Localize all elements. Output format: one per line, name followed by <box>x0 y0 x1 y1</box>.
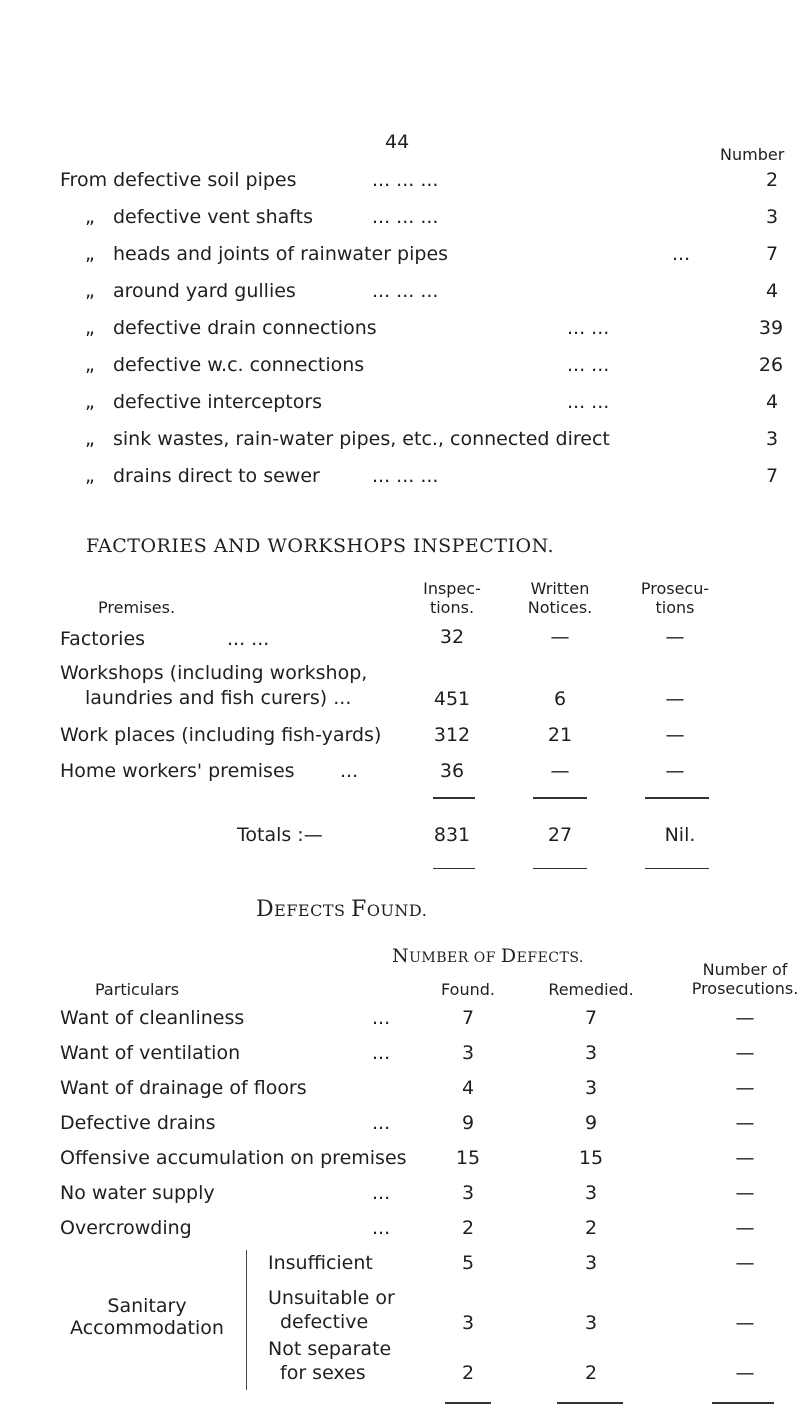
title-part: OUND. <box>366 901 428 920</box>
list-prefix: „ <box>85 280 95 302</box>
cell-notices: 6 <box>553 688 567 710</box>
cell-remedied: 3 <box>584 1042 598 1064</box>
list-label: defective interceptors <box>112 391 323 413</box>
title-part: UMBER OF <box>409 950 501 966</box>
divider <box>557 1402 623 1404</box>
leader-dots: ... ... <box>567 317 610 339</box>
list-label: defective vent shafts <box>112 206 313 228</box>
cell-prosecutions: — <box>665 760 685 782</box>
leader-dots: ... <box>672 243 691 265</box>
table-row-label: Factories <box>60 628 146 650</box>
cell-prosecutions: — <box>735 1077 755 1099</box>
table-row-label: defective <box>280 1311 369 1333</box>
leader-dots: ... <box>372 1112 391 1134</box>
divider <box>445 1402 491 1404</box>
list-value: 3 <box>765 428 779 450</box>
divider <box>645 797 709 799</box>
total-notices: 27 <box>547 824 573 846</box>
list-value: 26 <box>758 354 784 376</box>
header-line: Number of <box>702 960 788 979</box>
cell-found: 4 <box>461 1077 475 1099</box>
cell-prosecutions: — <box>665 626 685 648</box>
list-label: defective w.c. connections <box>112 354 365 376</box>
title-part: D <box>500 945 517 967</box>
list-item <box>60 169 297 191</box>
col-header-notices <box>510 579 610 617</box>
divider <box>712 1402 774 1404</box>
table-row-label: Want of cleanliness <box>60 1007 245 1029</box>
cell-remedied: 3 <box>584 1077 598 1099</box>
col-header-remedied: Remedied. <box>548 980 634 999</box>
divider <box>533 797 587 799</box>
total-inspections: 831 <box>433 824 471 846</box>
list-prefix: „ <box>85 317 95 339</box>
cell-notices: 21 <box>547 724 573 746</box>
cell-inspections: 451 <box>433 688 471 710</box>
table-row-label: for sexes <box>280 1362 366 1384</box>
cell-remedied: 2 <box>584 1362 598 1384</box>
leader-dots: ... <box>340 760 359 782</box>
cell-prosecutions: — <box>735 1112 755 1134</box>
cell-inspections: 36 <box>439 760 465 782</box>
cell-prosecutions: — <box>735 1217 755 1239</box>
cell-remedied: 9 <box>584 1112 598 1134</box>
table-row-label: Insufficient <box>268 1252 373 1274</box>
cell-remedied: 2 <box>584 1217 598 1239</box>
cell-remedied: 3 <box>584 1182 598 1204</box>
cell-inspections: 312 <box>433 724 471 746</box>
list-prefix: „ <box>85 465 95 487</box>
list-prefix: „ <box>85 354 95 376</box>
divider <box>433 797 475 799</box>
list-prefix: „ <box>85 206 95 228</box>
cell-notices: — <box>550 626 570 648</box>
list-label: defective drain connections <box>112 317 377 339</box>
divider <box>645 868 709 869</box>
title-part: D <box>256 897 275 922</box>
list-item <box>85 465 320 487</box>
table-row-label: Unsuitable or <box>268 1287 395 1309</box>
cell-inspections: 32 <box>439 626 465 648</box>
leader-dots: ... <box>372 1217 391 1239</box>
cell-found: 9 <box>461 1112 475 1134</box>
table-row-label: Want of drainage of floors <box>60 1077 307 1099</box>
factories-title: FACTORIES AND WORKSHOPS INSPECTION. <box>86 535 555 557</box>
table-row-label: Home workers' premises <box>60 760 295 782</box>
list-value: 7 <box>765 243 779 265</box>
table-row-label: Offensive accumulation on premises <box>60 1147 407 1169</box>
list-label: defective soil pipes <box>113 169 297 191</box>
cell-found: 3 <box>461 1312 475 1334</box>
table-row-label: Not separate <box>268 1338 392 1360</box>
header-line: Prosecu- <box>640 579 710 598</box>
list-item <box>85 243 448 265</box>
cell-found: 2 <box>461 1217 475 1239</box>
cell-found: 3 <box>461 1042 475 1064</box>
cell-prosecutions: — <box>735 1362 755 1384</box>
cell-remedied: 15 <box>578 1147 604 1169</box>
list-item <box>85 354 364 376</box>
cell-found: 7 <box>461 1007 475 1029</box>
leader-dots: ... <box>372 1182 391 1204</box>
col-header-prosecutions <box>625 579 725 617</box>
list-value: 4 <box>765 280 779 302</box>
table-row-label: No water supply <box>60 1182 215 1204</box>
leader-dots: ... ... <box>567 391 610 413</box>
table-row-label: Overcrowding <box>60 1217 192 1239</box>
list-item <box>85 280 296 302</box>
list-prefix: „ <box>85 243 95 265</box>
leader-dots: ... ... ... <box>372 206 439 228</box>
list-value: 3 <box>765 206 779 228</box>
sanitary-accommodation-label <box>62 1295 232 1339</box>
list-prefix: „ <box>85 428 95 450</box>
cell-prosecutions: — <box>735 1042 755 1064</box>
list-prefix: „ <box>85 391 95 413</box>
leader-dots: ... ... ... <box>372 280 439 302</box>
col-header-number-prosecutions <box>690 960 800 998</box>
cell-prosecutions: — <box>735 1252 755 1274</box>
list-item <box>85 391 322 413</box>
group-label-line: Sanitary <box>107 1295 187 1317</box>
title-part: F <box>351 897 367 922</box>
brace <box>246 1250 247 1390</box>
divider <box>433 868 475 869</box>
cell-remedied: 3 <box>584 1252 598 1274</box>
list-label: around yard gullies <box>112 280 296 302</box>
leader-dots: ... ... <box>227 628 270 650</box>
col-header-premises: Premises. <box>98 598 176 617</box>
list-prefix: From <box>60 169 108 191</box>
page-number: 44 <box>385 131 410 153</box>
totals-label: Totals :— <box>237 824 323 846</box>
cell-prosecutions: — <box>735 1147 755 1169</box>
title-part: EFECTS <box>274 901 352 920</box>
table-row-label: Workshops (including workshop, <box>60 662 368 684</box>
cell-prosecutions: — <box>665 688 685 710</box>
cell-prosecutions: — <box>735 1182 755 1204</box>
title-part: N <box>392 945 410 967</box>
list-item <box>85 317 377 339</box>
list-label: drains direct to sewer <box>112 465 320 487</box>
cell-notices: — <box>550 760 570 782</box>
table-row-label: Defective drains <box>60 1112 216 1134</box>
cell-prosecutions: — <box>735 1007 755 1029</box>
list-value: 7 <box>765 465 779 487</box>
table-row-label: Work places (including fish-yards) <box>60 724 382 746</box>
list-value: 39 <box>758 317 784 339</box>
leader-dots: ... <box>372 1042 391 1064</box>
list-item <box>85 206 313 228</box>
header-line: Written <box>530 579 590 598</box>
list-item <box>85 428 610 450</box>
title-part: EFECTS. <box>516 950 584 966</box>
col-header-particulars: Particulars <box>95 980 180 999</box>
col-header-found: Found. <box>441 980 495 999</box>
list-value: 2 <box>765 169 779 191</box>
table-row-label: laundries and fish curers) ... <box>85 687 352 709</box>
cell-prosecutions: — <box>665 724 685 746</box>
total-prosecutions: Nil. <box>664 824 696 846</box>
cell-prosecutions: — <box>735 1312 755 1334</box>
number-column-header: Number <box>720 145 785 164</box>
header-line: Inspec- <box>423 579 481 598</box>
header-line: Prosecutions. <box>691 979 799 998</box>
list-label: sink wastes, rain-water pipes, etc., connected direct <box>112 428 610 450</box>
leader-dots: ... ... ... <box>372 465 439 487</box>
cell-found: 3 <box>461 1182 475 1204</box>
header-line: tions <box>655 598 695 617</box>
leader-dots: ... <box>372 1007 391 1029</box>
list-label: heads and joints of rainwater pipes <box>112 243 449 265</box>
header-line: tions. <box>429 598 475 617</box>
cell-remedied: 7 <box>584 1007 598 1029</box>
number-of-defects-header <box>392 945 584 967</box>
leader-dots: ... ... <box>567 354 610 376</box>
defects-found-title <box>256 897 427 922</box>
cell-found: 2 <box>461 1362 475 1384</box>
table-row-label: Want of ventilation <box>60 1042 241 1064</box>
cell-remedied: 3 <box>584 1312 598 1334</box>
cell-found: 5 <box>461 1252 475 1274</box>
col-header-inspections <box>412 579 492 617</box>
leader-dots: ... ... ... <box>372 169 439 191</box>
header-line: Notices. <box>527 598 593 617</box>
cell-found: 15 <box>455 1147 481 1169</box>
divider <box>533 868 587 869</box>
group-label-line: Accommodation <box>70 1317 224 1339</box>
list-value: 4 <box>765 391 779 413</box>
